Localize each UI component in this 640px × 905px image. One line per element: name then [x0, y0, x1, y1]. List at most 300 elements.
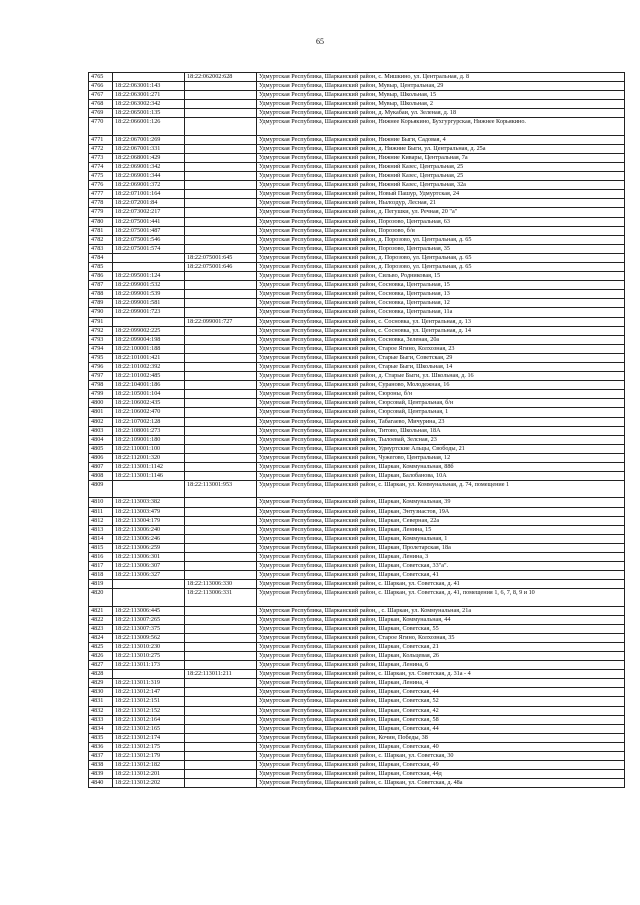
row-number-cell: 4837 — [89, 752, 113, 761]
cadastral-number-cell: 18:22:113006:259 — [113, 543, 185, 552]
building-cadastral-number-cell: 18:22:062002:628 — [185, 73, 257, 82]
building-cadastral-number-cell — [185, 308, 257, 317]
table-row — [89, 91, 625, 100]
address-cell: Удмуртская Республика, Шарканский район, Нижнее Корьякино, Бухгургурская, Нижнее Корьякино. — [257, 118, 625, 135]
address-cell: Удмуртская Республика, Шарканский район, Старые Быги, Советская, 29 — [257, 353, 625, 362]
table-row — [89, 661, 625, 670]
cadastral-number-cell: 18:22:113012:179 — [113, 752, 185, 761]
cadastral-number-cell: 18:22:113011:173 — [113, 661, 185, 670]
address-cell: Удмуртская Республика, Шарканский район, Порозово, б/н — [257, 226, 625, 235]
row-number-cell: 4795 — [89, 353, 113, 362]
table-row — [89, 498, 625, 507]
table-row — [89, 543, 625, 552]
building-cadastral-number-cell — [185, 335, 257, 344]
row-number-cell: 4802 — [89, 417, 113, 426]
row-number-cell: 4769 — [89, 109, 113, 118]
address-cell: Удмуртская Республика, Шарканский район, Сосновка, Центральная, 11а — [257, 308, 625, 317]
address-cell: Удмуртская Республика, Шарканский район, Шаркан, Советская, 41 — [257, 571, 625, 580]
address-cell: Удмуртская Республика, Шарканский район, Шаркан, Кольцевая, 26 — [257, 652, 625, 661]
address-cell: Удмуртская Республика, Шарканский район, Шаркан, Советская, 42 — [257, 706, 625, 715]
table-row — [89, 516, 625, 525]
cadastral-number-cell: 18:22:065001:135 — [113, 109, 185, 118]
building-cadastral-number-cell — [185, 742, 257, 751]
address-cell: Удмуртская Республика, Шарканский район, Шаркан, Советская, 49 — [257, 761, 625, 770]
table-row — [89, 217, 625, 226]
table-row — [89, 235, 625, 244]
address-cell: Удмуртская Республика, Шарканский район, с. Сосновка, ул. Центральная, д. 14 — [257, 326, 625, 335]
address-cell: Удмуртская Республика, Шарканский район, Шаркан, Советская, 58 — [257, 715, 625, 724]
address-cell: Удмуртская Республика, Шарканский район, Нижний Казес, Центральная, 25 — [257, 172, 625, 181]
row-number-cell: 4813 — [89, 525, 113, 534]
address-cell: Удмуртская Республика, Шарканский район, с. Шаркан, ул. Советская, д. 48а — [257, 779, 625, 788]
table-row — [89, 82, 625, 91]
address-cell: Удмуртская Республика, Шарканский район, Сосновка, Центральная, 15 — [257, 281, 625, 290]
cadastral-number-cell: 18:22:067001:331 — [113, 144, 185, 153]
address-cell: Удмуртская Республика, Шарканский район, Старое Ягино, Колхозная, 23 — [257, 344, 625, 353]
cadastral-number-cell: 18:22:066001:126 — [113, 118, 185, 135]
address-cell: Удмуртская Республика, Шарканский район, с. Шаркан, ул. Советская, д. 41, помещения 1, 6, 7, 8, 9 и 10 — [257, 589, 625, 606]
row-number-cell: 4765 — [89, 73, 113, 82]
address-cell: Удмуртская Республика, Шарканский район, Сюрсовай, Центральная, б/н — [257, 399, 625, 408]
cadastral-number-cell: 18:22:099004:198 — [113, 335, 185, 344]
row-number-cell: 4812 — [89, 516, 113, 525]
address-cell: Удмуртская Республика, Шарканский район, с. Шаркан, ул. Советская, 30 — [257, 752, 625, 761]
cadastral-number-cell: 18:22:113011:319 — [113, 679, 185, 688]
table-row — [89, 706, 625, 715]
cadastral-number-cell: 18:22:101001:421 — [113, 353, 185, 362]
table-row — [89, 688, 625, 697]
cadastral-number-cell — [113, 253, 185, 262]
table-row — [89, 335, 625, 344]
building-cadastral-number-cell — [185, 552, 257, 561]
row-number-cell: 4767 — [89, 91, 113, 100]
row-number-cell: 4770 — [89, 118, 113, 135]
cadastral-number-cell: 18:22:113007:265 — [113, 615, 185, 624]
row-number-cell: 4772 — [89, 144, 113, 153]
table-row — [89, 181, 625, 190]
cadastral-number-cell: 18:22:113007:375 — [113, 624, 185, 633]
row-number-cell: 4811 — [89, 507, 113, 516]
row-number-cell: 4797 — [89, 372, 113, 381]
address-cell: Удмуртская Республика, Шарканский район, Сураново, Молодежная, 16 — [257, 381, 625, 390]
building-cadastral-number-cell — [185, 507, 257, 516]
cadastral-number-cell: 18:22:113006:240 — [113, 525, 185, 534]
cadastral-number-cell: 18:22:113006:445 — [113, 606, 185, 615]
table-row — [89, 453, 625, 462]
address-cell: Удмуртская Республика, Шарканский район, д. Порозово, ул. Центральная, д. 65 — [257, 253, 625, 262]
building-cadastral-number-cell — [185, 82, 257, 91]
building-cadastral-number-cell — [185, 109, 257, 118]
cadastral-number-cell — [113, 589, 185, 606]
building-cadastral-number-cell — [185, 761, 257, 770]
building-cadastral-number-cell — [185, 661, 257, 670]
table-row — [89, 779, 625, 788]
building-cadastral-number-cell — [185, 390, 257, 399]
address-cell: Удмуртская Республика, Шарканский район, Шаркан, Ленина, 3 — [257, 552, 625, 561]
address-cell: Удмуртская Республика, Шарканский район, Нижний Казес, Центральная, 25 — [257, 162, 625, 171]
cadastral-number-cell: 18:22:113012:147 — [113, 688, 185, 697]
row-number-cell: 4830 — [89, 688, 113, 697]
table-row — [89, 299, 625, 308]
building-cadastral-number-cell — [185, 208, 257, 217]
table-row — [89, 472, 625, 481]
address-cell: Удмуртская Республика, Шарканский район, Тылоевай, Зелсная, 23 — [257, 435, 625, 444]
address-cell: Удмуртская Республика, Шарканский район, Шаркан, Советская, 33"а". — [257, 562, 625, 571]
table-row — [89, 281, 625, 290]
table-row — [89, 381, 625, 390]
address-cell: Удмуртская Республика, Шарканский район, Шаркан, Коммунальная, 39 — [257, 498, 625, 507]
building-cadastral-number-cell — [185, 688, 257, 697]
row-number-cell: 4792 — [89, 326, 113, 335]
address-cell: Удмуртская Республика, Шарканский район, Шаркан, Ленина, 6 — [257, 661, 625, 670]
building-cadastral-number-cell — [185, 91, 257, 100]
row-number-cell: 4793 — [89, 335, 113, 344]
row-number-cell: 4806 — [89, 453, 113, 462]
address-cell: Удмуртская Республика, Шарканский район, Мувыр, Центральная, 29 — [257, 82, 625, 91]
table-row — [89, 481, 625, 498]
table-row — [89, 353, 625, 362]
cadastral-number-cell: 18:22:101002:485 — [113, 372, 185, 381]
address-cell: Удмуртская Республика, Шарканский район, с. Мишкино, ул. Центральная, д. 8 — [257, 73, 625, 82]
building-cadastral-number-cell — [185, 463, 257, 472]
building-cadastral-number-cell — [185, 652, 257, 661]
address-cell: Удмуртская Республика, Шарканский район, с. Сосновка, ул. Центральная, д. 13 — [257, 317, 625, 326]
table-row — [89, 562, 625, 571]
cadastral-number-cell — [113, 73, 185, 82]
address-cell: Удмуртская Республика, Шарканский район, Шаркан, Ленина, 4 — [257, 679, 625, 688]
address-cell: Удмуртская Республика, Шарканский район, Мувыр, Школьная, 15 — [257, 91, 625, 100]
table-row — [89, 624, 625, 633]
table-row — [89, 417, 625, 426]
row-number-cell: 4839 — [89, 770, 113, 779]
row-number-cell: 4791 — [89, 317, 113, 326]
building-cadastral-number-cell — [185, 399, 257, 408]
building-cadastral-number-cell — [185, 615, 257, 624]
row-number-cell: 4773 — [89, 153, 113, 162]
address-cell: Удмуртская Республика, Шарканский район, Старое Ягино, Колхозная, 35 — [257, 633, 625, 642]
row-number-cell: 4832 — [89, 706, 113, 715]
building-cadastral-number-cell — [185, 100, 257, 109]
row-number-cell: 4821 — [89, 606, 113, 615]
cadastral-number-cell: 18:22:099001:539 — [113, 290, 185, 299]
building-cadastral-number-cell — [185, 453, 257, 462]
row-number-cell: 4781 — [89, 226, 113, 235]
table-row — [89, 724, 625, 733]
cadastral-number-cell: 18:22:069001:372 — [113, 181, 185, 190]
row-number-cell: 4784 — [89, 253, 113, 262]
address-cell: Удмуртская Республика, Шарканский район, Сосновка, Центральная, 12 — [257, 299, 625, 308]
address-cell: Удмуртская Республика, Шарканский район, Сосновка, Центральная, 13 — [257, 290, 625, 299]
cadastral-number-cell: 18:22:113012:164 — [113, 715, 185, 724]
cadastral-number-cell: 18:22:113012:201 — [113, 770, 185, 779]
row-number-cell: 4825 — [89, 642, 113, 651]
cadastral-number-cell: 18:22:113012:182 — [113, 761, 185, 770]
table-row — [89, 463, 625, 472]
cadastral-number-cell: 18:22:071001:164 — [113, 190, 185, 199]
table-row — [89, 399, 625, 408]
building-cadastral-number-cell — [185, 779, 257, 788]
row-number-cell: 4803 — [89, 426, 113, 435]
table-row — [89, 344, 625, 353]
address-cell: Удмуртская Республика, Шарканский район, Шаркан, Советская, 40 — [257, 742, 625, 751]
cadastral-number-cell: 18:22:113001:1142 — [113, 463, 185, 472]
cadastral-number-cell: 18:22:106002:435 — [113, 399, 185, 408]
table-row — [89, 326, 625, 335]
table-row — [89, 426, 625, 435]
building-cadastral-number-cell — [185, 217, 257, 226]
address-cell: Удмуртская Республика, Шарканский район, д. Порозово, ул. Центральная, д. 65 — [257, 235, 625, 244]
building-cadastral-number-cell — [185, 417, 257, 426]
address-cell: Удмуртская Республика, Шарканский район, Порозово, Центральная, 63 — [257, 217, 625, 226]
building-cadastral-number-cell — [185, 363, 257, 372]
cadastral-number-cell: 18:22:113012:175 — [113, 742, 185, 751]
address-cell: Удмуртская Республика, Шарканский район, Шаркан, Советская, 55 — [257, 624, 625, 633]
address-cell: Удмуртская Республика, Шарканский район, Сосновка, Зеленая, 20а — [257, 335, 625, 344]
cadastral-number-cell: 18:22:099001:532 — [113, 281, 185, 290]
row-number-cell: 4787 — [89, 281, 113, 290]
building-cadastral-number-cell — [185, 181, 257, 190]
row-number-cell: 4828 — [89, 670, 113, 679]
cadastral-number-cell — [113, 262, 185, 271]
table-row — [89, 525, 625, 534]
table-row — [89, 715, 625, 724]
cadastral-number-cell: 18:22:106002:470 — [113, 408, 185, 417]
table-row — [89, 363, 625, 372]
cadastral-number-cell: 18:22:113006:246 — [113, 534, 185, 543]
address-cell: Удмуртская Республика, Шарканский район, Мувыр, Школьная, 2 — [257, 100, 625, 109]
building-cadastral-number-cell — [185, 435, 257, 444]
table-row — [89, 507, 625, 516]
building-cadastral-number-cell — [185, 290, 257, 299]
cadastral-number-cell — [113, 317, 185, 326]
row-number-cell: 4833 — [89, 715, 113, 724]
row-number-cell: 4817 — [89, 562, 113, 571]
row-number-cell: 4815 — [89, 543, 113, 552]
row-number-cell: 4766 — [89, 82, 113, 91]
table-row — [89, 534, 625, 543]
row-number-cell: 4798 — [89, 381, 113, 390]
cadastral-number-cell: 18:22:101002:392 — [113, 363, 185, 372]
table-row — [89, 135, 625, 144]
table-row — [89, 118, 625, 135]
building-cadastral-number-cell — [185, 326, 257, 335]
row-number-cell: 4780 — [89, 217, 113, 226]
address-cell: Удмуртская Республика, Шарканский район, Титово, Школьная, 18А — [257, 426, 625, 435]
address-cell: Удмуртская Республика, Шарканский район, Сюрсовай, Центральная, 1 — [257, 408, 625, 417]
row-number-cell: 4816 — [89, 552, 113, 561]
cadastral-number-cell: 18:22:113012:151 — [113, 697, 185, 706]
table-row — [89, 100, 625, 109]
address-cell: Удмуртская Республика, Шарканский район, Нылоздур, Лесная, 21 — [257, 199, 625, 208]
address-cell: Удмуртская Республика, Шарканский район, Шаркан, Советская, 44д — [257, 770, 625, 779]
row-number-cell: 4790 — [89, 308, 113, 317]
building-cadastral-number-cell — [185, 562, 257, 571]
address-cell: Удмуртская Республика, Шарканский район, Шаркан, Балобанова, 10А — [257, 472, 625, 481]
registry-body — [89, 73, 625, 788]
row-number-cell: 4796 — [89, 363, 113, 372]
building-cadastral-number-cell — [185, 353, 257, 362]
building-cadastral-number-cell — [185, 752, 257, 761]
row-number-cell: 4819 — [89, 580, 113, 589]
cadastral-number-cell: 18:22:109001:180 — [113, 435, 185, 444]
table-row — [89, 208, 625, 217]
address-cell: Удмуртская Республика, Шарканский район, с. Шаркан, ул. Советская, д. 41 — [257, 580, 625, 589]
address-cell: Удмуртская Республика, Шарканский район, Шаркан, Энтузиастов, 19А — [257, 507, 625, 516]
table-row — [89, 308, 625, 317]
building-cadastral-number-cell: 18:22:113011:211 — [185, 670, 257, 679]
building-cadastral-number-cell — [185, 633, 257, 642]
address-cell: Удмуртская Республика, Шарканский район, Сильво, Родниковая, 15 — [257, 272, 625, 281]
table-row — [89, 652, 625, 661]
table-row — [89, 615, 625, 624]
building-cadastral-number-cell — [185, 697, 257, 706]
table-row — [89, 435, 625, 444]
cadastral-number-cell: 18:22:099001:581 — [113, 299, 185, 308]
table-row — [89, 162, 625, 171]
row-number-cell: 4775 — [89, 172, 113, 181]
address-cell: Удмуртская Республика, Шарканский район, с. Шаркан, ул. Советская, д. 31а - 4 — [257, 670, 625, 679]
table-row — [89, 244, 625, 253]
cadastral-number-cell: 18:22:113010:275 — [113, 652, 185, 661]
table-row — [89, 372, 625, 381]
address-cell: Удмуртская Республика, Шарканский район, Нижние Кивары, Центральная, 7а — [257, 153, 625, 162]
cadastral-number-cell: 18:22:104001:186 — [113, 381, 185, 390]
row-number-cell: 4822 — [89, 615, 113, 624]
address-cell: Удмуртская Республика, Шарканский район, Кочин, Победы, 38 — [257, 733, 625, 742]
cadastral-number-cell: 18:22:113012:165 — [113, 724, 185, 733]
cadastral-number-cell: 18:22:113003:382 — [113, 498, 185, 507]
building-cadastral-number-cell — [185, 344, 257, 353]
cadastral-number-cell: 18:22:113010:230 — [113, 642, 185, 651]
cadastral-number-cell: 18:22:113012:152 — [113, 706, 185, 715]
table-row — [89, 752, 625, 761]
building-cadastral-number-cell: 18:22:113006:330 — [185, 580, 257, 589]
cadastral-number-cell: 18:22:069001:342 — [113, 162, 185, 171]
cadastral-number-cell: 18:22:112001:320 — [113, 453, 185, 462]
row-number-cell: 4805 — [89, 444, 113, 453]
address-cell: Удмуртская Республика, Шарканский район, Порозово, Центральная, 35 — [257, 244, 625, 253]
cadastral-number-cell: 18:22:107002:128 — [113, 417, 185, 426]
row-number-cell: 4783 — [89, 244, 113, 253]
row-number-cell: 4801 — [89, 408, 113, 417]
address-cell: Удмуртская Республика, Шарканский район, с. Шаркан, ул. Коммунальная, д. 74, помещение 1 — [257, 481, 625, 498]
building-cadastral-number-cell — [185, 408, 257, 417]
building-cadastral-number-cell — [185, 144, 257, 153]
cadastral-number-cell: 18:22:073002:217 — [113, 208, 185, 217]
building-cadastral-number-cell — [185, 571, 257, 580]
building-cadastral-number-cell — [185, 162, 257, 171]
building-cadastral-number-cell — [185, 190, 257, 199]
row-number-cell: 4810 — [89, 498, 113, 507]
table-row — [89, 742, 625, 751]
building-cadastral-number-cell — [185, 372, 257, 381]
cadastral-number-cell: 18:22:063002:342 — [113, 100, 185, 109]
building-cadastral-number-cell — [185, 642, 257, 651]
row-number-cell: 4835 — [89, 733, 113, 742]
row-number-cell: 4768 — [89, 100, 113, 109]
address-cell: Удмуртская Республика, Шарканский район, Шаркан, Северная, 22а — [257, 516, 625, 525]
row-number-cell: 4786 — [89, 272, 113, 281]
building-cadastral-number-cell — [185, 135, 257, 144]
address-cell: Удмуртская Республика, Шарканский район, Шаркан, Коммунальная, 88б — [257, 463, 625, 472]
table-row — [89, 153, 625, 162]
cadastral-number-cell: 18:22:100001:188 — [113, 344, 185, 353]
row-number-cell: 4776 — [89, 181, 113, 190]
row-number-cell: 4785 — [89, 262, 113, 271]
table-row — [89, 199, 625, 208]
table-row — [89, 670, 625, 679]
address-cell: Удмуртская Республика, Шарканский район, д. Порозово, ул. Центральная, д. 65 — [257, 262, 625, 271]
table-row — [89, 226, 625, 235]
table-row — [89, 733, 625, 742]
cadastral-number-cell: 18:22:113004:179 — [113, 516, 185, 525]
row-number-cell: 4788 — [89, 290, 113, 299]
table-row — [89, 679, 625, 688]
cadastral-number-cell: 18:22:099002:225 — [113, 326, 185, 335]
cadastral-number-cell: 18:22:113006:327 — [113, 571, 185, 580]
building-cadastral-number-cell: 18:22:075001:646 — [185, 262, 257, 271]
page-number: 65 — [316, 37, 324, 46]
row-number-cell: 4814 — [89, 534, 113, 543]
building-cadastral-number-cell: 18:22:099001:727 — [185, 317, 257, 326]
row-number-cell: 4804 — [89, 435, 113, 444]
address-cell: Удмуртская Республика, Шарканский район, Нижний Казес, Центральная, 32а — [257, 181, 625, 190]
building-cadastral-number-cell — [185, 679, 257, 688]
row-number-cell: 4782 — [89, 235, 113, 244]
address-cell: Удмуртская Республика, Шарканский район, Табагаево, Мичурина, 23 — [257, 417, 625, 426]
address-cell: Удмуртская Республика, Шарканский район, д. Пегушки, ул. Речная, 20 "а" — [257, 208, 625, 217]
row-number-cell: 4778 — [89, 199, 113, 208]
building-cadastral-number-cell — [185, 770, 257, 779]
table-row — [89, 190, 625, 199]
cadastral-number-cell: 18:22:072001:84 — [113, 199, 185, 208]
address-cell: Удмуртская Республика, Шарканский район, д. Старые Быги, ул. Школьная, д. 16 — [257, 372, 625, 381]
address-cell: Удмуртская Республика, Шарканский район, Шаркан, Советская, 52 — [257, 697, 625, 706]
row-number-cell: 4774 — [89, 162, 113, 171]
table-row — [89, 606, 625, 615]
building-cadastral-number-cell — [185, 381, 257, 390]
building-cadastral-number-cell: 18:22:113001:953 — [185, 481, 257, 498]
address-cell: Удмуртская Республика, Шарканский район, Шаркан, Коммунальная, 44 — [257, 615, 625, 624]
building-cadastral-number-cell — [185, 299, 257, 308]
row-number-cell: 4809 — [89, 481, 113, 498]
cadastral-number-cell — [113, 481, 185, 498]
building-cadastral-number-cell — [185, 724, 257, 733]
cadastral-number-cell — [113, 670, 185, 679]
table-row — [89, 262, 625, 271]
table-row — [89, 290, 625, 299]
address-cell: Удмуртская Республика, Шарканский район, Шаркан, Ленина, 15 — [257, 525, 625, 534]
cadastral-number-cell: 18:22:099001:723 — [113, 308, 185, 317]
building-cadastral-number-cell — [185, 534, 257, 543]
cadastral-number-cell: 18:22:075001:441 — [113, 217, 185, 226]
address-cell: Удмуртская Республика, Шарканский район, Сюроны, б/н — [257, 390, 625, 399]
cadastral-number-cell: 18:22:063001:143 — [113, 82, 185, 91]
row-number-cell: 4831 — [89, 697, 113, 706]
cadastral-number-cell: 18:22:110001:100 — [113, 444, 185, 453]
building-cadastral-number-cell — [185, 733, 257, 742]
row-number-cell: 4838 — [89, 761, 113, 770]
building-cadastral-number-cell — [185, 525, 257, 534]
cadastral-number-cell: 18:22:108001:273 — [113, 426, 185, 435]
address-cell: Удмуртская Республика, Шарканский район, Шаркан, Советская, 44 — [257, 688, 625, 697]
row-number-cell: 4800 — [89, 399, 113, 408]
building-cadastral-number-cell: 18:22:075001:645 — [185, 253, 257, 262]
address-cell: Удмуртская Республика, Шарканский район, Новый Пашур, Удмуртская, 24 — [257, 190, 625, 199]
table-row — [89, 633, 625, 642]
cadastral-number-cell: 18:22:113006:301 — [113, 552, 185, 561]
table-row — [89, 272, 625, 281]
